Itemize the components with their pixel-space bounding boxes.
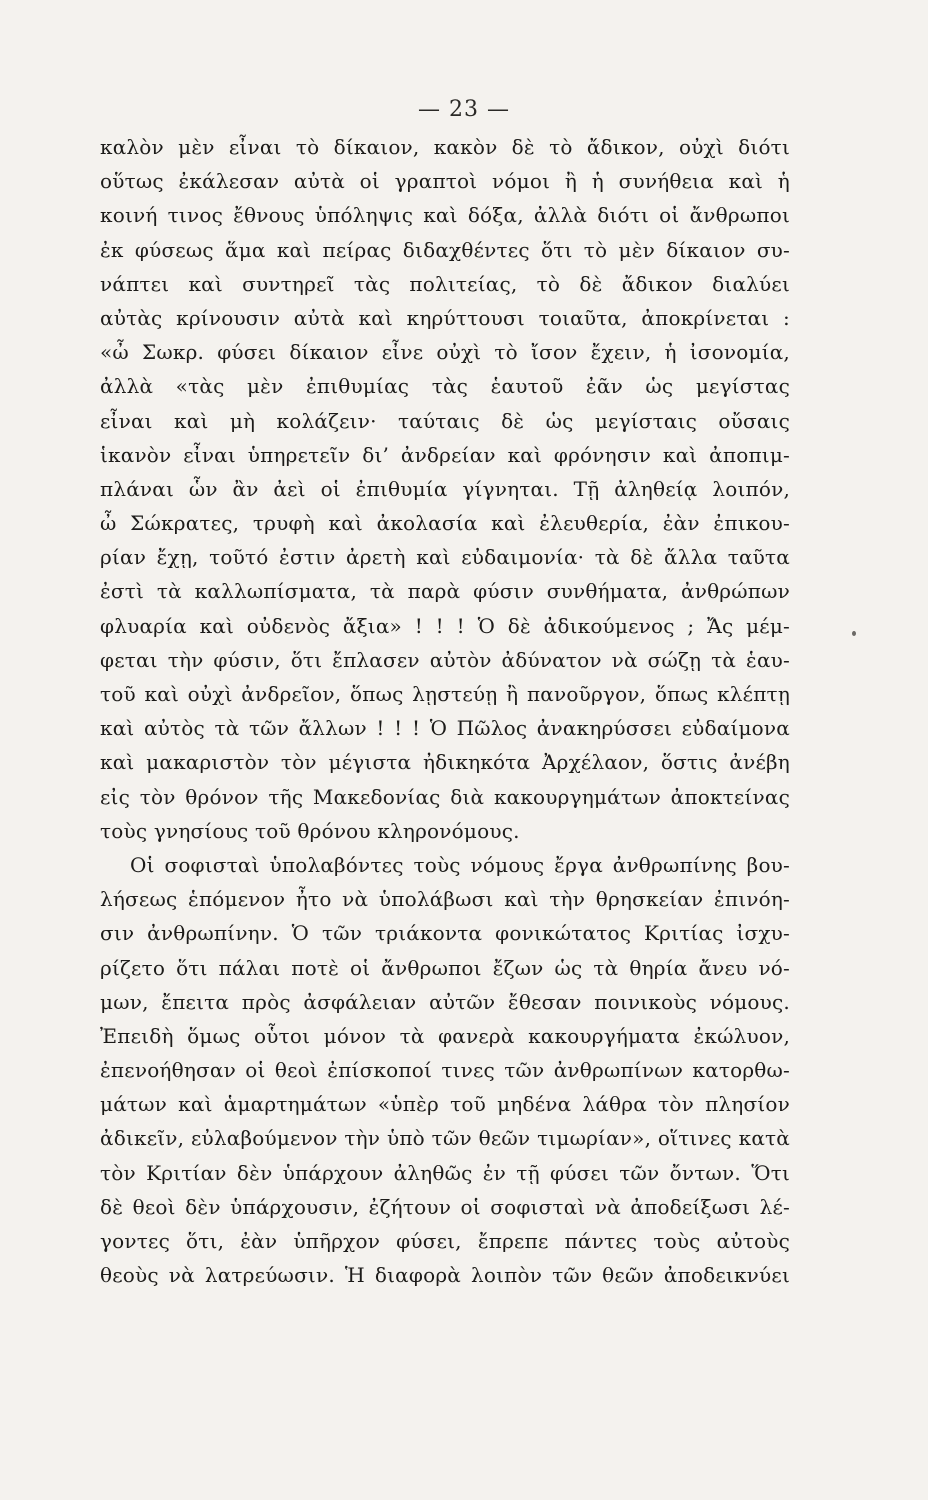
text-line: μων, ἔπειτα πρὸς ἀσφάλειαν αὐτῶν ἔθεσαν ποινικοὺς νόμους. [100,989,790,1014]
text-line: ἐπενοήθησαν οἱ θεοὶ ἐπίσκοποί τινες τῶν ἀνθρωπίνων κατορθω- [100,1058,790,1083]
text-line: καὶ αὐτὸς τὰ τῶν ἄλλων ! ! ! Ὁ Πῶλος ἀνακηρύσσει εὐδαίμονα [100,716,790,741]
text-line: ἀδικεῖν, εὐλαβούμενον τὴν ὑπὸ τῶν θεῶν τιμωρίαν», οἵτινες κατὰ [100,1126,790,1151]
text-line: ἀλλὰ «τὰς μὲν ἐπιθυμίας τὰς ἑαυτοῦ ἐᾶν ὡς μεγίστας [100,374,790,399]
text-line: δὲ θεοὶ δὲν ὑπάρχουσιν, ἐζήτουν οἱ σοφισταὶ νὰ ἀποδείξωσι λέ- [100,1194,790,1219]
paragraph-start-line: Οἱ σοφισταὶ ὑπολαβόντες τοὺς νόμους ἔργα ἀνθρωπίνης βου- [130,852,790,877]
body-text [100,130,790,1292]
text-line: «ὦ Σωκρ. φύσει δίκαιον εἶνε οὐχὶ τὸ ἴσον ἔχειν, ἡ ἰσονομία, [100,340,790,365]
text-line: μάτων καὶ ἁμαρτημάτων «ὑπὲρ τοῦ μηδένα λάθρα τὸν πλησίον [100,1092,790,1117]
text-line: ἱκανὸν εἶναι ὑπηρετεῖν δι’ ἀνδρείαν καὶ φρόνησιν καὶ ἀποπιμ- [100,442,790,467]
text-line: εἰς τὸν θρόνον τῆς Μακεδονίας διὰ κακουργημάτων ἀποκτείνας [100,784,790,809]
text-line: σιν ἀνθρωπίνην. Ὁ τῶν τριάκοντα φονικώτατος Κριτίας ἰσχυ- [100,921,790,946]
text-line: τὸν Κριτίαν δὲν ὑπάρχουν ἀληθῶς ἐν τῇ φύσει τῶν ὄντων. Ὅτι [100,1160,790,1185]
text-line: ἐκ φύσεως ἅμα καὶ πείρας διδαχθέντες ὅτι τὸ μὲν δίκαιον συ- [100,237,790,262]
paper-speck [852,631,856,636]
text-line: Ἐπειδὴ ὅμως οὗτοι μόνον τὰ φανερὰ κακουργήματα ἐκώλυον, [100,1023,790,1048]
text-line: ρίαν ἔχῃ, τοῦτό ἐστιν ἀρετὴ καὶ εὐδαιμονία· τὰ δὲ ἄλλα ταῦτα [100,545,790,570]
text-line: ἐστὶ τὰ καλλωπίσματα, τὰ παρὰ φύσιν συνθήματα, ἀνθρώπων [100,579,790,604]
text-line: γοντες ὅτι, ἐὰν ὑπῆρχον φύσει, ἔπρεπε πάντες τοὺς αὐτοὺς [100,1229,790,1253]
page-number: — 23 — [418,97,510,122]
text-line: ρίζετο ὅτι πάλαι ποτὲ οἱ ἄνθρωποι ἔζων ὡς τὰ θηρία ἄνευ νό- [100,955,790,980]
paragraph-end-line: τοὺς γνησίους τοῦ θρόνου κληρονόμους. [100,818,520,843]
text-line: πλάναι ὧν ἂν ἀεὶ οἱ ἐπιθυμία γίγνηται. Τῇ ἀληθείᾳ λοιπόν, [100,476,790,501]
text-line: εἶναι καὶ μὴ κολάζειν· ταύταις δὲ ὡς μεγίσταις οὔσαις [100,408,790,433]
text-line: φλυαρία καὶ οὐδενὸς ἄξια» ! ! ! Ὁ δὲ ἀδικούμενος ; Ἄς μέμ- [100,613,790,638]
text-line: καλὸν μὲν εἶναι τὸ δίκαιον, κακὸν δὲ τὸ ἄδικον, οὐχὶ διότι [100,135,790,159]
text-line: νάπτει καὶ συντηρεῖ τὰς πολιτείας, τὸ δὲ ἄδικον διαλύει [100,271,790,296]
text-line: τοῦ καὶ οὐχὶ ἀνδρεῖον, ὅπως λῃστεύῃ ἢ πανοῦργον, ὅπως κλέπτῃ [100,682,790,706]
text-line: ὦ Σώκρατες, τρυφὴ καὶ ἀκολασία καὶ ἐλευθερία, ἐὰν ἐπικου- [100,511,790,536]
text-line: αὐτὰς κρίνουσιν αὐτὰ καὶ κηρύττουσι τοιαῦτα, ἀποκρίνεται : [100,305,790,330]
text-line: καὶ μακαριστὸν τὸν μέγιστα ἠδικηκότα Ἀρχέλαον, ὅστις ἀνέβη [100,750,790,775]
text-line: θεοὺς νὰ λατρεύωσιν. Ἡ διαφορὰ λοιπὸν τῶν θεῶν ἀποδεικνύει [100,1263,790,1288]
text-line: λήσεως ἑπόμενον ἦτο νὰ ὑπολάβωσι καὶ τὴν θρησκείαν ἐπινόη- [100,887,790,912]
text-line: φεται τὴν φύσιν, ὅτι ἔπλασεν αὐτὸν ἀδύνατον νὰ σώζῃ τὰ ἑαυ- [100,647,790,672]
text-line: κοινή τινος ἔθνους ὑπόληψις καὶ δόξα, ἀλλὰ διότι οἱ ἄνθρωποι [100,203,790,228]
text-line: οὕτως ἐκάλεσαν αὐτὰ οἱ γραπτοὶ νόμοι ἢ ἡ συνήθεια καὶ ἡ [100,169,790,194]
